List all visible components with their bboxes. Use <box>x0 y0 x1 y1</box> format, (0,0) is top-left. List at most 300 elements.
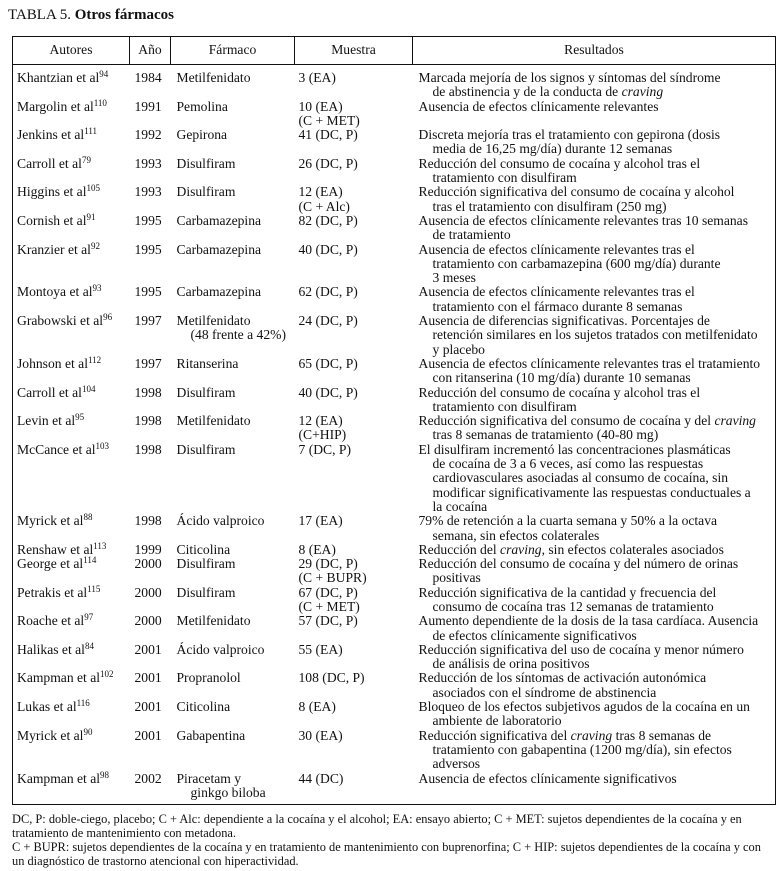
sample-cell <box>295 772 413 805</box>
author-cell <box>13 414 130 443</box>
sample-cell <box>295 357 413 386</box>
author-cell <box>13 185 130 214</box>
author-name: Margolin et al <box>17 98 94 114</box>
author-cell <box>13 314 130 357</box>
drug-line: Disulfiram <box>176 584 236 600</box>
result-line: de abstinencia y de la conducta de craving <box>432 84 664 100</box>
year-cell: 2000 <box>134 613 162 629</box>
sample-line: 8 (EA) <box>298 699 336 715</box>
author-name: Higgins et al <box>17 184 87 200</box>
reference-number: 102 <box>100 669 114 680</box>
sample-line: 62 (DC, P) <box>298 284 358 300</box>
drug-cell <box>171 772 295 805</box>
drug-cell <box>171 700 295 729</box>
table-row <box>13 643 776 672</box>
table-row <box>13 386 776 415</box>
drug-line: (48 frente a 42%) <box>190 327 286 343</box>
sample-cell <box>295 386 413 415</box>
sample-cell <box>295 243 413 286</box>
result-line: Reducción significativa de la cantidad y frecuencia del <box>418 584 717 600</box>
sample-line: 29 (DC, P) <box>298 556 358 572</box>
result-cell <box>413 414 776 443</box>
drug-cell <box>171 557 295 586</box>
result-cell <box>413 157 776 186</box>
author-name: Grabowski et al <box>17 313 104 329</box>
reference-number: 105 <box>86 183 100 194</box>
result-cell <box>413 729 776 772</box>
header-autores: Autores <box>13 37 130 65</box>
reference-number: 103 <box>95 440 110 451</box>
result-cell <box>413 314 776 357</box>
sample-cell <box>295 443 413 514</box>
sample-line: 44 (DC) <box>298 770 344 786</box>
table-row <box>13 65 776 100</box>
drug-cell <box>171 214 295 243</box>
sample-line: 17 (EA) <box>298 513 343 529</box>
sample-cell <box>295 65 413 100</box>
table-row <box>13 671 776 700</box>
table-row <box>13 214 776 243</box>
result-line: de efectos clínicamente significativos <box>432 627 637 643</box>
author-cell <box>13 211 130 243</box>
italic-term: craving <box>500 541 542 557</box>
author-cell <box>13 540 130 557</box>
sample-cell <box>295 214 413 243</box>
result-cell <box>413 214 776 243</box>
result-line: Reducción significativa del consumo de cocaína y del craving <box>418 413 756 429</box>
sample-line: 7 (DC, P) <box>298 441 351 457</box>
sample-cell <box>295 586 413 615</box>
sample-cell <box>295 557 413 586</box>
sample-line: 26 (DC, P) <box>298 155 358 171</box>
result-line: cardiovasculares asociadas al consumo de cocaína, sin <box>432 470 729 486</box>
author-cell <box>13 285 130 314</box>
table-row <box>13 586 776 615</box>
sample-line: 24 (DC, P) <box>298 313 358 329</box>
reference-number: 113 <box>93 540 107 551</box>
drug-cell <box>171 443 295 514</box>
drug-line: Ritanserina <box>176 355 239 371</box>
drug-line: Propranolol <box>176 670 241 686</box>
author-name: Khantzian et al <box>17 70 100 85</box>
author-cell <box>13 97 130 129</box>
result-line: Discreta mejoría tras el tratamiento con gepirona (dosis <box>418 127 721 143</box>
author-name: Kranzier et al <box>17 241 91 257</box>
drug-line: Gabapentina <box>176 727 246 743</box>
drug-line: Disulfiram <box>176 184 236 200</box>
result-line: de cocaína de 3 a 6 veces, así como las respuestas <box>432 456 704 472</box>
author-name: McCance et al <box>17 441 96 457</box>
table-row <box>13 543 776 557</box>
header-farmaco: Fármaco <box>171 37 295 65</box>
year-cell: 2001 <box>134 727 162 743</box>
reference-number: 96 <box>103 312 113 323</box>
author-cell <box>13 557 130 586</box>
footnote: C + BUPR: sujetos dependientes de la cocaína y en tratamiento de mantenimiento con buprenorfina; C + HIP: sujetos dependientes de la cocaína y con un diagnóstico de trastorno atencional con hiperactividad. <box>12 840 761 868</box>
italic-term: craving <box>570 727 613 743</box>
sample-line: (C + MET) <box>298 598 360 614</box>
year-cell: 1997 <box>134 355 162 371</box>
year-cell: 1984 <box>134 70 162 85</box>
italic-term: craving <box>714 413 756 429</box>
author-name: Kampman et al <box>17 670 101 686</box>
drug-cell <box>171 314 295 357</box>
result-line: Reducción significativa del consumo de cocaína y alcohol <box>418 184 735 200</box>
author-name: Johnson et al <box>17 355 88 371</box>
drug-line: Citicolina <box>176 541 231 557</box>
result-line: tras 8 semanas de tratamiento (40-80 mg) <box>432 427 659 443</box>
table-row <box>13 314 776 357</box>
reference-number: 104 <box>81 383 96 394</box>
drug-cell <box>171 185 295 214</box>
drug-cell <box>171 543 295 557</box>
author-cell <box>13 726 130 772</box>
result-cell <box>413 443 776 514</box>
sample-cell <box>295 514 413 543</box>
author-cell <box>13 154 130 186</box>
drug-line: Ácido valproico <box>176 641 265 657</box>
result-line: retención similares en los sujetos tratados con metilfenidato <box>432 327 758 343</box>
result-line: tratamiento con el fármaco durante 8 semanas <box>432 298 683 314</box>
author-name: George et al <box>17 556 84 572</box>
table-row <box>13 772 776 805</box>
author-cell <box>13 614 130 643</box>
reference-number: 97 <box>84 612 94 623</box>
header-row <box>13 37 776 65</box>
footnote: DC, P: doble-ciego, placebo; C + Alc: dependiente a la cocaína y el alcohol; EA: ensayo abierto; C + MET: sujetos dependientes de la cocaína y en tratamiento de mantenimiento con metadona. <box>12 812 742 840</box>
drugs-table <box>12 36 776 805</box>
sample-line: (C + BUPR) <box>298 570 367 586</box>
author-name: Renshaw et al <box>17 541 94 557</box>
result-line: Reducción del consumo de cocaína y del número de orinas <box>418 556 739 572</box>
sample-cell <box>295 700 413 729</box>
sample-cell <box>295 314 413 357</box>
result-line: de análisis de orina positivos <box>432 656 590 672</box>
author-cell <box>13 640 130 672</box>
year-cell: 1993 <box>134 155 162 171</box>
reference-number: 91 <box>86 211 96 222</box>
result-line: tratamiento con carbamazepina (600 mg/día) durante <box>432 255 721 271</box>
result-line: Aumento dependiente de la dosis de la tasa cardíaca. Ausencia <box>418 613 759 629</box>
author-cell <box>13 128 130 157</box>
result-line: semana, sin efectos colaterales <box>432 527 600 543</box>
drug-cell <box>171 586 295 615</box>
reference-number: 98 <box>100 769 110 780</box>
sample-line: 57 (DC, P) <box>298 613 358 629</box>
table-row <box>13 100 776 129</box>
author-cell <box>13 354 130 386</box>
reference-number: 92 <box>90 240 100 251</box>
result-line: adversos <box>432 756 481 772</box>
reference-number: 95 <box>75 412 85 423</box>
result-line: positivas <box>432 570 481 586</box>
result-line: tratamiento con gabapentina (1200 mg/día), sin efectos <box>432 741 732 757</box>
result-line: Reducción del consumo de cocaína y alcohol tras el <box>418 384 701 400</box>
result-cell <box>413 700 776 729</box>
author-cell <box>13 65 130 100</box>
sample-line: 10 (EA) <box>298 98 343 114</box>
drug-cell <box>171 128 295 157</box>
drug-line: Carbamazepina <box>176 241 262 257</box>
drug-cell <box>171 643 295 672</box>
author-cell <box>13 769 130 805</box>
sample-line: 12 (EA) <box>298 184 343 200</box>
italic-term: craving <box>621 84 664 100</box>
result-line: Reducción del consumo de cocaína y alcohol tras el <box>418 155 701 171</box>
sample-cell <box>295 157 413 186</box>
sample-cell <box>295 614 413 643</box>
sample-line: 40 (DC, P) <box>298 384 358 400</box>
result-line: Ausencia de efectos clínicamente relevantes tras el tratamiento <box>418 355 761 371</box>
sample-line: 41 (DC, P) <box>298 127 358 143</box>
drug-cell <box>171 514 295 543</box>
year-cell: 1998 <box>134 513 162 529</box>
year-cell: 1995 <box>134 212 162 228</box>
result-line: 79% de retención a la cuarta semana y 50% a la octava <box>418 513 718 529</box>
year-cell: 1995 <box>134 241 162 257</box>
table-number: TABLA 5. <box>8 7 71 23</box>
result-line: asociados con el síndrome de abstinencia <box>432 684 657 700</box>
sample-line: (C + Alc) <box>298 198 350 214</box>
result-cell <box>413 614 776 643</box>
result-line: de tratamiento <box>432 227 511 243</box>
drug-line: Citicolina <box>176 699 231 715</box>
table-row <box>13 729 776 772</box>
table-row <box>13 285 776 314</box>
table-row <box>13 443 776 514</box>
sample-line: 65 (DC, P) <box>298 355 358 371</box>
sample-line: 12 (EA) <box>298 413 343 429</box>
result-line: El disulfiram incrementó las concentraciones plasmáticas <box>418 441 731 457</box>
year-cell: 2001 <box>134 699 162 715</box>
author-name: Halikas et al <box>17 641 85 657</box>
result-line: Ausencia de diferencias significativas. Porcentajes de <box>418 313 710 329</box>
header-resultados: Resultados <box>413 37 776 65</box>
result-line: modificar significativamente las respuestas conductuales a <box>432 484 751 500</box>
result-line: la cocaína <box>432 498 488 514</box>
reference-number: 115 <box>87 583 101 594</box>
year-cell: 2000 <box>134 584 162 600</box>
year-cell: 1995 <box>134 284 162 300</box>
sample-line: 3 (EA) <box>298 70 336 85</box>
reference-number: 110 <box>93 97 107 108</box>
year-cell: 2001 <box>134 641 162 657</box>
result-cell <box>413 128 776 157</box>
reference-number: 116 <box>76 698 90 709</box>
reference-number: 114 <box>83 555 97 566</box>
table-body <box>13 65 776 805</box>
sample-line: 82 (DC, P) <box>298 212 358 228</box>
result-line: Reducción de los síntomas de activación autonómica <box>418 670 707 686</box>
author-name: Carroll et al <box>17 155 82 171</box>
result-line: Ausencia de efectos clínicamente relevantes tras 10 semanas <box>418 212 749 228</box>
result-cell <box>413 65 776 100</box>
author-name: Myrick et al <box>17 727 84 743</box>
drug-cell <box>171 614 295 643</box>
drug-line: Disulfiram <box>176 556 236 572</box>
year-cell: 1998 <box>134 441 162 457</box>
drug-cell <box>171 386 295 415</box>
result-line: consumo de cocaína tras 12 semanas de tratamiento <box>432 598 714 614</box>
reference-number: 88 <box>83 512 93 523</box>
result-line: Reducción del craving, sin efectos colaterales asociados <box>418 541 724 557</box>
result-line: Marcada mejoría de los signos y síntomas del síndrome <box>418 70 721 85</box>
drug-line: ginkgo biloba <box>190 784 266 800</box>
sample-line: 55 (EA) <box>298 641 343 657</box>
result-line: Ausencia de efectos clínicamente relevantes tras el <box>418 284 695 300</box>
header-muestra: Muestra <box>295 37 413 65</box>
result-cell <box>413 671 776 700</box>
year-cell: 1998 <box>134 384 162 400</box>
sample-cell <box>295 543 413 557</box>
result-line: ambiente de laboratorio <box>432 713 562 729</box>
drug-line: Carbamazepina <box>176 284 262 300</box>
sample-line: 67 (DC, P) <box>298 584 358 600</box>
table-caption <box>8 7 174 24</box>
sample-line: (C+HIP) <box>298 427 347 443</box>
sample-cell <box>295 100 413 129</box>
drug-cell <box>171 65 295 100</box>
drug-line: Metilfenidato <box>176 70 251 85</box>
reference-number: 79 <box>81 154 91 165</box>
sample-cell <box>295 128 413 157</box>
result-cell <box>413 586 776 615</box>
drug-line: Gepirona <box>176 127 228 143</box>
sample-line: 108 (DC, P) <box>298 670 365 686</box>
result-line: y placebo <box>432 341 485 357</box>
result-cell <box>413 772 776 805</box>
table-row <box>13 157 776 186</box>
sample-cell <box>295 729 413 772</box>
result-line: Reducción significativa del uso de cocaína y menor número <box>418 641 744 657</box>
author-name: Myrick et al <box>17 513 84 529</box>
result-cell <box>413 100 776 129</box>
drug-cell <box>171 671 295 700</box>
year-cell: 1992 <box>134 127 162 143</box>
drug-cell <box>171 285 295 314</box>
drug-cell <box>171 357 295 386</box>
table-title: Otros fármacos <box>74 7 174 23</box>
author-name: Petrakis et al <box>17 584 88 600</box>
table-row <box>13 128 776 157</box>
result-line: Ausencia de efectos clínicamente significativos <box>418 770 677 786</box>
reference-number: 90 <box>83 726 93 737</box>
result-cell <box>413 557 776 586</box>
result-line: Ausencia de efectos clínicamente relevantes <box>418 98 659 114</box>
year-cell: 2000 <box>134 556 162 572</box>
table-row <box>13 357 776 386</box>
result-cell <box>413 643 776 672</box>
sample-cell <box>295 643 413 672</box>
result-line: Reducción significativa del craving tras 8 semanas de <box>418 727 712 743</box>
reference-number: 84 <box>84 640 94 651</box>
drug-line: Disulfiram <box>176 441 236 457</box>
year-cell: 1999 <box>134 541 162 557</box>
reference-number: 93 <box>92 283 102 294</box>
result-line: 3 meses <box>432 270 476 286</box>
drug-cell <box>171 243 295 286</box>
drug-line: Pemolina <box>176 98 228 114</box>
result-line: Bloqueo de los efectos subjetivos agudos de la cocaína en un <box>418 699 750 715</box>
table-row <box>13 243 776 286</box>
result-cell <box>413 543 776 557</box>
author-cell <box>13 240 130 286</box>
result-cell <box>413 185 776 214</box>
year-cell: 1993 <box>134 184 162 200</box>
result-line: tratamiento con disulfiram <box>432 398 577 414</box>
author-name: Roache et al <box>17 613 85 629</box>
result-cell <box>413 386 776 415</box>
sample-line: (C + MET) <box>298 112 360 128</box>
author-name: Carroll et al <box>17 384 82 400</box>
result-cell <box>413 514 776 543</box>
header-anio: Año <box>130 37 171 65</box>
author-name: Levin et al <box>17 413 76 429</box>
sample-cell <box>295 671 413 700</box>
year-cell: 2002 <box>134 770 162 786</box>
drug-line: Metilfenidato <box>176 613 251 629</box>
reference-number: 111 <box>84 126 98 137</box>
year-cell: 1997 <box>134 313 162 329</box>
author-cell <box>13 700 130 729</box>
sample-line: 30 (EA) <box>298 727 343 743</box>
table-row <box>13 700 776 729</box>
sample-cell <box>295 414 413 443</box>
result-line: media de 16,25 mg/día) durante 12 semanas <box>432 141 673 157</box>
year-cell: 1991 <box>134 98 162 114</box>
author-name: Montoya et al <box>17 284 93 300</box>
drug-line: Carbamazepina <box>176 212 262 228</box>
sample-cell <box>295 185 413 214</box>
result-line: tratamiento con disulfiram <box>432 170 577 186</box>
drug-line: Piracetam y <box>176 770 242 786</box>
result-line: con ritanserina (10 mg/día) durante 10 semanas <box>432 370 691 386</box>
table-row <box>13 514 776 543</box>
drug-cell <box>171 157 295 186</box>
author-cell <box>13 440 130 514</box>
result-line: Ausencia de efectos clínicamente relevantes tras el <box>418 241 695 257</box>
reference-number: 94 <box>99 69 109 79</box>
author-cell <box>13 671 130 700</box>
author-name: Kampman et al <box>17 770 101 786</box>
reference-number: 112 <box>87 354 102 365</box>
drug-line: Disulfiram <box>176 384 236 400</box>
footnotes <box>12 812 776 868</box>
author-name: Lukas et al <box>17 699 77 715</box>
sample-line: 8 (EA) <box>298 541 336 557</box>
table-row <box>13 185 776 214</box>
year-cell: 1998 <box>134 413 162 429</box>
drug-line: Ácido valproico <box>176 513 265 529</box>
table-row <box>13 614 776 643</box>
author-name: Jenkins et al <box>17 127 85 143</box>
drug-line: Metilfenidato <box>176 413 251 429</box>
table-row <box>13 557 776 586</box>
result-cell <box>413 243 776 286</box>
drug-cell <box>171 729 295 772</box>
result-cell <box>413 357 776 386</box>
drug-line: Metilfenidato <box>176 313 251 329</box>
sample-line: 40 (DC, P) <box>298 241 358 257</box>
drug-cell <box>171 100 295 129</box>
drug-cell <box>171 414 295 443</box>
result-line: tras el tratamiento con disulfiram (250 mg) <box>432 198 667 214</box>
author-name: Cornish et al <box>17 212 87 228</box>
author-cell <box>13 383 130 415</box>
year-cell: 2001 <box>134 670 162 686</box>
author-cell <box>13 583 130 615</box>
result-cell <box>413 285 776 314</box>
